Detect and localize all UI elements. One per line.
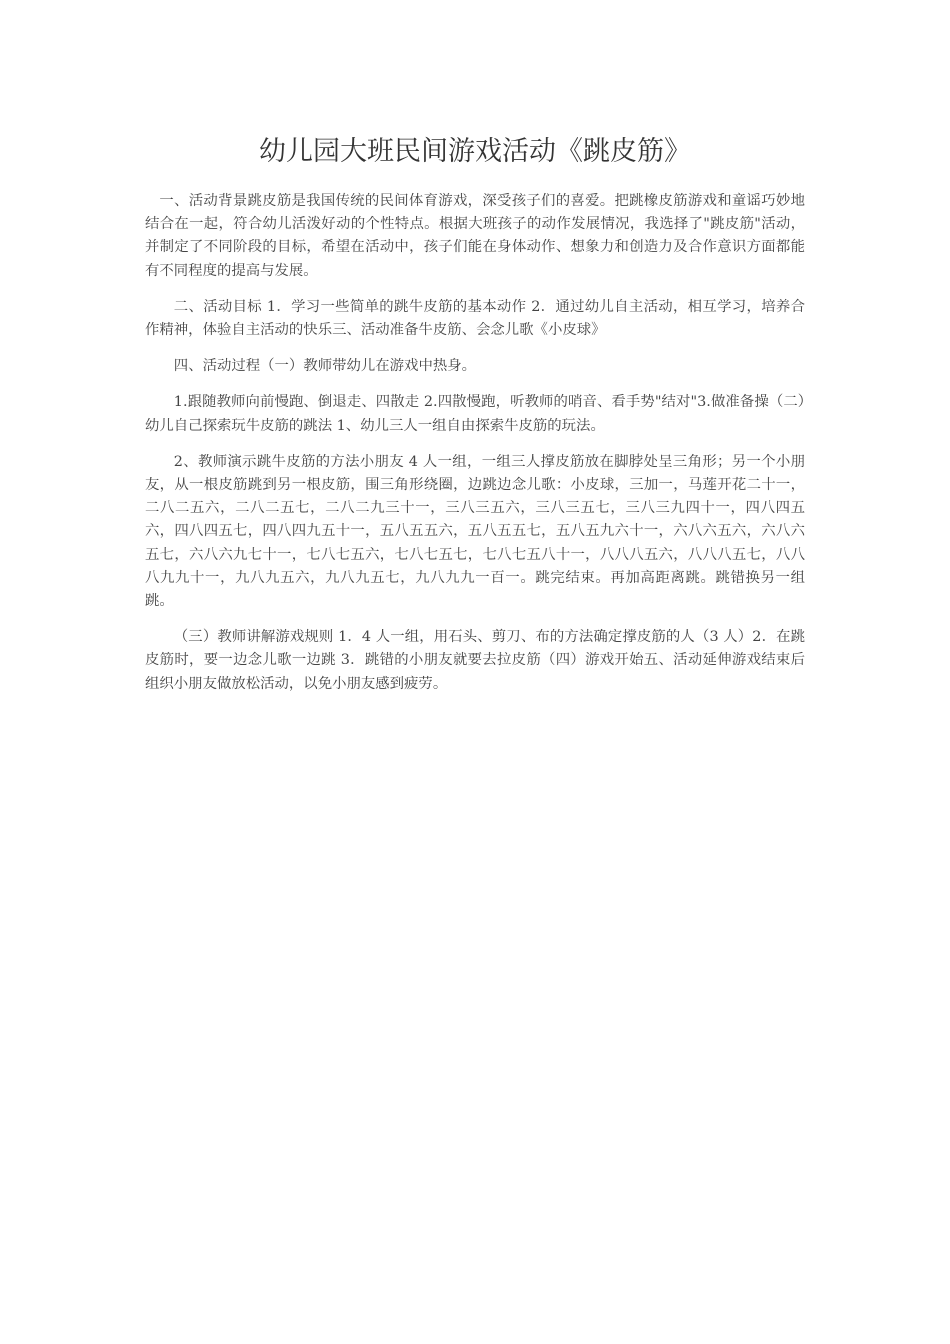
paragraph-demonstration: 2、教师演示跳牛皮筋的方法小朋友 4 人一组，一组三人撑皮筋放在脚脖处呈三角形；另一个小朋友，从一根皮筋跳到另一根皮筋，围三角形绕圈，边跳边念儿歌：小皮球，三加一，马莲开花二十一，二八二五六，二八二五七，二八二九三十一，三八三五六，三八三五七，三八三九四十一，四八四五六，四八四五七，四八四九五十一，五八五五六，五八五五七，五八五九六十一，六八六五六，六八六五七，六八六九七十一，七八七五六，七八七五七，七八七五八十一，八八八五六，八八八五七，八八八九九十一，九八九五六，九八九五七，九八九九一百一。跳完结束。再加高距离跳。跳错换另一组跳。 [145,453,805,610]
paragraph-process: 四、活动过程（一）教师带幼儿在游戏中热身。 [173,358,477,375]
paragraph-rules: （三）教师讲解游戏规则 1．4 人一组，用石头、剪刀、布的方法确定撑皮筋的人（3 人）2．在跳皮筋时，要一边念儿歌一边跳 3．跳错的小朋友就要去拉皮筋（四）游戏开始五、活动延伸游戏结束后组织小朋友做放松活动，以免小朋友感到疲劳。 [145,629,805,692]
paragraph-warmup: 1.跟随教师向前慢跑、倒退走、四散走 2.四散慢跑，听教师的哨音、看手势"结对"3.做准备操（二）幼儿自己探索玩牛皮筋的跳法 1、幼儿三人一组自由探索牛皮筋的玩法。 [145,394,805,434]
document-body [145,190,805,709]
document-title: 幼儿园大班民间游戏活动《跳皮筋》 [259,136,691,167]
paragraph-background: 一、活动背景跳皮筋是我国传统的民间体育游戏，深受孩子们的喜爱。把跳橡皮筋游戏和童谣巧妙地结合在一起，符合幼儿活泼好动的个性特点。根据大班孩子的动作发展情况，我选择了"跳皮筋"活动，并制定了不同阶段的目标，希望在活动中，孩子们能在身体动作、想象力和创造力及合作意识方面都能有不同程度的提高与发展。 [145,193,805,279]
paragraph-goals: 二、活动目标 1．学习一些简单的跳牛皮筋的基本动作 2．通过幼儿自主活动，相互学习，培养合作精神，体验自主活动的快乐三、活动准备牛皮筋、会念儿歌《小皮球》 [145,298,805,339]
